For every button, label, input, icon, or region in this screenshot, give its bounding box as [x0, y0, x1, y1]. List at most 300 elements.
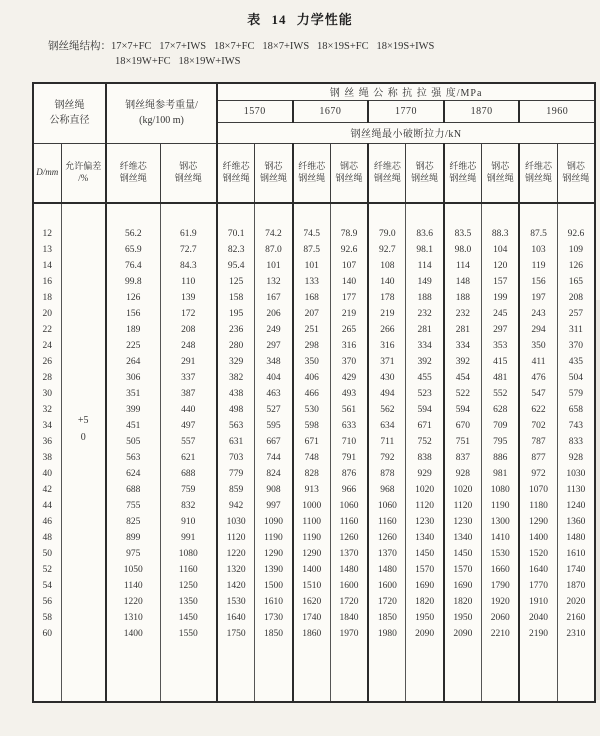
cell: 530: [293, 403, 331, 419]
subheader-row: [33, 143, 595, 203]
table-row: [33, 547, 595, 563]
cell: 350: [519, 339, 557, 355]
cell: [482, 643, 520, 702]
cell: 598: [293, 419, 331, 435]
cell: 563: [106, 451, 160, 467]
cell: [293, 643, 331, 702]
cell-diameter: 30: [42, 389, 52, 400]
table-row: [33, 563, 595, 579]
cell: 1120: [217, 531, 255, 547]
table-row: [33, 419, 595, 435]
cell-diameter: 20: [42, 309, 52, 320]
steel-core-line1: 钢芯: [566, 161, 585, 172]
cell: 168: [293, 291, 331, 307]
cell: 1060: [330, 499, 368, 515]
cell-diameter: 44: [42, 501, 52, 512]
cell: 1230: [406, 515, 444, 531]
cell: 579: [557, 387, 595, 403]
cell: 910: [160, 515, 217, 531]
table-row: [33, 579, 595, 595]
cell: 189: [106, 323, 160, 339]
cell: 779: [217, 467, 255, 483]
cell: 557: [160, 435, 217, 451]
cell: 266: [368, 323, 406, 339]
cell: 219: [368, 307, 406, 323]
grade-1960: 1960: [519, 100, 595, 122]
cell: 232: [444, 307, 482, 323]
cell: 744: [255, 451, 293, 467]
cell: 72.7: [160, 243, 217, 259]
cell: 78.9: [330, 227, 368, 243]
cell: 1160: [368, 515, 406, 531]
cell: 316: [368, 339, 406, 355]
cell: 966: [330, 483, 368, 499]
cell: 703: [217, 451, 255, 467]
table-row: [33, 307, 595, 323]
cell: 877: [519, 451, 557, 467]
steel-core-line1: 钢芯: [179, 161, 198, 172]
header-min-breaking-force: 钢丝绳最小破断拉力/kN: [217, 122, 595, 143]
cell: 562: [368, 403, 406, 419]
cell: 87.5: [293, 243, 331, 259]
cell: 188: [444, 291, 482, 307]
cell: 87.5: [519, 227, 557, 243]
tolerance-line1: +5: [77, 414, 89, 426]
cell: 265: [330, 323, 368, 339]
cell: 1600: [368, 579, 406, 595]
rope-structure-line-1: 钢丝绳结构：17×7+FC 17×7+IWS 18×7+FC 18×7+IWS 18×19S+FC 18×19S+IWS: [48, 41, 435, 52]
header-weight-line2: (kg/100 m): [139, 115, 184, 127]
cell: 140: [330, 275, 368, 291]
cell: 107: [330, 259, 368, 275]
fiber-core-line1: 纤维芯: [222, 161, 250, 172]
cell: 236: [217, 323, 255, 339]
cell: 232: [406, 307, 444, 323]
fiber-core-line1: 纤维芯: [373, 161, 401, 172]
cell: 219: [330, 307, 368, 323]
cell: 399: [106, 403, 160, 419]
cell: 2310: [557, 627, 595, 643]
cell: 125: [217, 275, 255, 291]
cell: 126: [557, 259, 595, 275]
cell: 1690: [406, 579, 444, 595]
cell: [444, 203, 482, 227]
cell: 972: [519, 467, 557, 483]
cell: 225: [106, 339, 160, 355]
cell: 1610: [557, 547, 595, 563]
header-tolerance: [61, 143, 106, 203]
fiber-core-line1: 纤维芯: [298, 161, 326, 172]
cell: 527: [255, 403, 293, 419]
cell: 82.3: [217, 243, 255, 259]
cell: 755: [106, 499, 160, 515]
cell: 709: [482, 419, 520, 435]
cell: 702: [519, 419, 557, 435]
fiber-core-header: [519, 143, 557, 203]
cell: 1450: [444, 547, 482, 563]
cell: 1190: [255, 531, 293, 547]
cell: 1910: [519, 595, 557, 611]
cell: 1360: [557, 515, 595, 531]
cell: 792: [368, 451, 406, 467]
header-reference-weight: [106, 83, 217, 143]
cell: [406, 643, 444, 702]
spacer-row: [33, 203, 595, 227]
cell: 1260: [330, 531, 368, 547]
cell: 1080: [482, 483, 520, 499]
cell: 70.1: [217, 227, 255, 243]
steel-core-weight-header: [160, 143, 217, 203]
steel-core-header: [482, 143, 520, 203]
cell: 451: [106, 419, 160, 435]
fiber-core-line1: 纤维芯: [449, 161, 477, 172]
cell: 371: [368, 355, 406, 371]
cell: 671: [406, 419, 444, 435]
cell: 133: [293, 275, 331, 291]
cell: 208: [160, 323, 217, 339]
cell: 438: [217, 387, 255, 403]
header-d-mm: D/mm: [33, 143, 61, 203]
cell: [160, 643, 217, 702]
cell: 1120: [406, 499, 444, 515]
cell-diameter: 46: [42, 517, 52, 528]
cell: 928: [444, 467, 482, 483]
cell: 56.2: [106, 227, 160, 243]
cell: 114: [406, 259, 444, 275]
cell: 294: [519, 323, 557, 339]
fiber-core-line1: 纤维芯: [525, 161, 553, 172]
tolerance-value: [62, 412, 106, 446]
cell: 1400: [519, 531, 557, 547]
cell: [482, 203, 520, 227]
cell: [330, 643, 368, 702]
cell: 334: [444, 339, 482, 355]
cell: 140: [368, 275, 406, 291]
cell: 61.9: [160, 227, 217, 243]
cell: 455: [406, 371, 444, 387]
cell: 561: [330, 403, 368, 419]
cell: 404: [255, 371, 293, 387]
cell-diameter: 26: [42, 357, 52, 368]
cell: 1060: [368, 499, 406, 515]
fiber-core-weight-header: [106, 143, 160, 203]
table-row: [33, 323, 595, 339]
cell: 206: [255, 307, 293, 323]
cell: [106, 643, 160, 702]
cell: 1390: [255, 563, 293, 579]
cell: 257: [557, 307, 595, 323]
cell: 504: [557, 371, 595, 387]
cell: 208: [557, 291, 595, 307]
cell: 671: [293, 435, 331, 451]
header-diameter-line2: 公称直径: [49, 115, 90, 127]
cell: 1290: [293, 547, 331, 563]
cell: 84.3: [160, 259, 217, 275]
spacer-row: [33, 643, 595, 702]
cell: 1620: [293, 595, 331, 611]
cell: [217, 203, 255, 227]
cell: 103: [519, 243, 557, 259]
cell: 429: [330, 371, 368, 387]
cell: 1510: [293, 579, 331, 595]
steel-core-header: [557, 143, 595, 203]
cell: 795: [482, 435, 520, 451]
cell: 981: [482, 467, 520, 483]
cell: [293, 203, 331, 227]
fiber-core-header: [368, 143, 406, 203]
cell: 156: [106, 307, 160, 323]
steel-core-line2: 钢丝绳: [411, 172, 439, 183]
cell: 76.4: [106, 259, 160, 275]
cell: 711: [368, 435, 406, 451]
table-row: [33, 291, 595, 307]
cell: 1420: [217, 579, 255, 595]
cell: 306: [106, 371, 160, 387]
cell: 1870: [557, 579, 595, 595]
cell: 1310: [106, 611, 160, 627]
steel-core-line2: 钢丝绳: [335, 172, 363, 183]
table-row: [33, 483, 595, 499]
cell: 87.0: [255, 243, 293, 259]
cell-diameter: 36: [42, 437, 52, 448]
cell-diameter: 42: [42, 485, 52, 496]
fiber-core-header: [444, 143, 482, 203]
table-row: [33, 627, 595, 643]
cell: 2210: [482, 627, 520, 643]
cell: 1660: [482, 563, 520, 579]
cell: 382: [217, 371, 255, 387]
cell-diameter: 50: [42, 549, 52, 560]
cell: 1290: [255, 547, 293, 563]
cell: 1550: [160, 627, 217, 643]
cell: 1530: [217, 595, 255, 611]
cell: 505: [106, 435, 160, 451]
cell: [557, 643, 595, 702]
cell-diameter: 58: [42, 613, 52, 624]
cell: 2060: [482, 611, 520, 627]
cell: 631: [217, 435, 255, 451]
cell: 1920: [482, 595, 520, 611]
cell: 281: [444, 323, 482, 339]
steel-core-line2: 钢丝绳: [259, 172, 287, 183]
cell: 634: [368, 419, 406, 435]
cell: 337: [160, 371, 217, 387]
header-nominal-strength: 钢 丝 绳 公 称 抗 拉 强 度/MPa: [217, 83, 595, 100]
cell: 74.2: [255, 227, 293, 243]
cell: 886: [482, 451, 520, 467]
cell: 876: [330, 467, 368, 483]
tolerance-line2: 0: [80, 431, 86, 443]
cell: 1740: [557, 563, 595, 579]
header-diameter: [33, 83, 106, 143]
cell: 791: [330, 451, 368, 467]
steel-core-line1: 钢芯: [415, 161, 434, 172]
cell: 454: [444, 371, 482, 387]
table-row: [33, 243, 595, 259]
cell: 667: [255, 435, 293, 451]
cell: 158: [217, 291, 255, 307]
cell: 248: [160, 339, 217, 355]
cell-diameter: 22: [42, 325, 52, 336]
steel-core-line1: 钢芯: [340, 161, 359, 172]
cell: 832: [160, 499, 217, 515]
cell: 1840: [330, 611, 368, 627]
cell: 79.0: [368, 227, 406, 243]
cell: 1500: [255, 579, 293, 595]
cell: 1480: [557, 531, 595, 547]
cell: 88.3: [482, 227, 520, 243]
cell: 1370: [368, 547, 406, 563]
cell: 167: [255, 291, 293, 307]
cell: 594: [406, 403, 444, 419]
cell: 104: [482, 243, 520, 259]
cell: 119: [519, 259, 557, 275]
cell: 101: [255, 259, 293, 275]
cell: 95.4: [217, 259, 255, 275]
cell: 149: [406, 275, 444, 291]
cell: 108: [368, 259, 406, 275]
cell: 624: [106, 467, 160, 483]
cell: 1790: [482, 579, 520, 595]
cell: 92.6: [557, 227, 595, 243]
cell: 392: [444, 355, 482, 371]
cell: 1690: [444, 579, 482, 595]
fiber-core-line1: 纤维芯: [119, 161, 147, 172]
cell: 1530: [482, 547, 520, 563]
cell: 1340: [444, 531, 482, 547]
cell: 99.8: [106, 275, 160, 291]
cell: 1130: [557, 483, 595, 499]
cell: 178: [368, 291, 406, 307]
header-weight-line1: 钢丝绳参考重量/: [125, 99, 198, 111]
page-title: 表 14 力学性能: [247, 12, 353, 27]
cell: 494: [368, 387, 406, 403]
cell: 370: [330, 355, 368, 371]
table-row: [33, 259, 595, 275]
table-row: [33, 355, 595, 371]
cell: 1450: [160, 611, 217, 627]
cell: 353: [482, 339, 520, 355]
cell: 1770: [519, 579, 557, 595]
cell: 1080: [160, 547, 217, 563]
cell: 334: [406, 339, 444, 355]
cell: 440: [160, 403, 217, 419]
cell: 1070: [519, 483, 557, 499]
cell-diameter: 48: [42, 533, 52, 544]
cell: 1100: [293, 515, 331, 531]
cell: 929: [406, 467, 444, 483]
cell: 110: [160, 275, 217, 291]
steel-core-line1: 钢芯: [491, 161, 510, 172]
cell: 1160: [160, 563, 217, 579]
cell-diameter: 54: [42, 581, 52, 592]
cell: 2020: [557, 595, 595, 611]
cell: 658: [557, 403, 595, 419]
cell-diameter: 24: [42, 341, 52, 352]
cell: 1190: [293, 531, 331, 547]
header-row-strength-title: [33, 83, 595, 100]
cell: 743: [557, 419, 595, 435]
cell: 92.6: [330, 243, 368, 259]
table-row: [33, 515, 595, 531]
cell: 298: [293, 339, 331, 355]
cell: 493: [330, 387, 368, 403]
cell: 1950: [444, 611, 482, 627]
table-row: [33, 531, 595, 547]
fiber-core-header: [217, 143, 255, 203]
cell-diameter: [33, 643, 61, 702]
cell-diameter: 40: [42, 469, 52, 480]
cell: 1640: [217, 611, 255, 627]
cell: 370: [557, 339, 595, 355]
fiber-core-line2: 钢丝绳: [373, 172, 401, 183]
steel-core-line2: 钢丝绳: [174, 172, 202, 183]
cell: 523: [406, 387, 444, 403]
cell: 833: [557, 435, 595, 451]
cell: 2040: [519, 611, 557, 627]
cell: 1030: [557, 467, 595, 483]
fiber-core-line2: 钢丝绳: [525, 172, 553, 183]
steel-core-line1: 钢芯: [264, 161, 283, 172]
fiber-core-line2: 钢丝绳: [119, 172, 147, 183]
cell: 1520: [519, 547, 557, 563]
cell: 430: [368, 371, 406, 387]
grade-1870: 1870: [444, 100, 520, 122]
cell: 350: [293, 355, 331, 371]
table-row: [33, 339, 595, 355]
cell: 1480: [330, 563, 368, 579]
cell: 837: [444, 451, 482, 467]
cell: 1820: [444, 595, 482, 611]
table-row: [33, 227, 595, 243]
cell: 348: [255, 355, 293, 371]
cell: 148: [444, 275, 482, 291]
table-row: [33, 275, 595, 291]
cell: 1600: [330, 579, 368, 595]
table-row: [33, 371, 595, 387]
cell: 139: [160, 291, 217, 307]
cell: 595: [255, 419, 293, 435]
steel-core-line2: 钢丝绳: [486, 172, 514, 183]
cell: 1260: [368, 531, 406, 547]
cell: 1740: [293, 611, 331, 627]
grade-1670: 1670: [293, 100, 369, 122]
cell: 688: [160, 467, 217, 483]
cell-diameter: 56: [42, 597, 52, 608]
cell: [160, 203, 217, 227]
cell: 1820: [406, 595, 444, 611]
grade-1570: 1570: [217, 100, 293, 122]
cell: 968: [368, 483, 406, 499]
cell: 1240: [557, 499, 595, 515]
cell: 563: [217, 419, 255, 435]
cell: [406, 203, 444, 227]
cell: 975: [106, 547, 160, 563]
cell: 1570: [406, 563, 444, 579]
cell: 1000: [293, 499, 331, 515]
cell: 329: [217, 355, 255, 371]
cell: 264: [106, 355, 160, 371]
header-tolerance-line2: /%: [78, 172, 89, 183]
cell: 997: [255, 499, 293, 515]
cell: 280: [217, 339, 255, 355]
cell: 1020: [444, 483, 482, 499]
table-row: [33, 595, 595, 611]
cell: 415: [482, 355, 520, 371]
cell: 2090: [444, 627, 482, 643]
cell-diameter: 13: [42, 245, 52, 256]
cell: 207: [293, 307, 331, 323]
